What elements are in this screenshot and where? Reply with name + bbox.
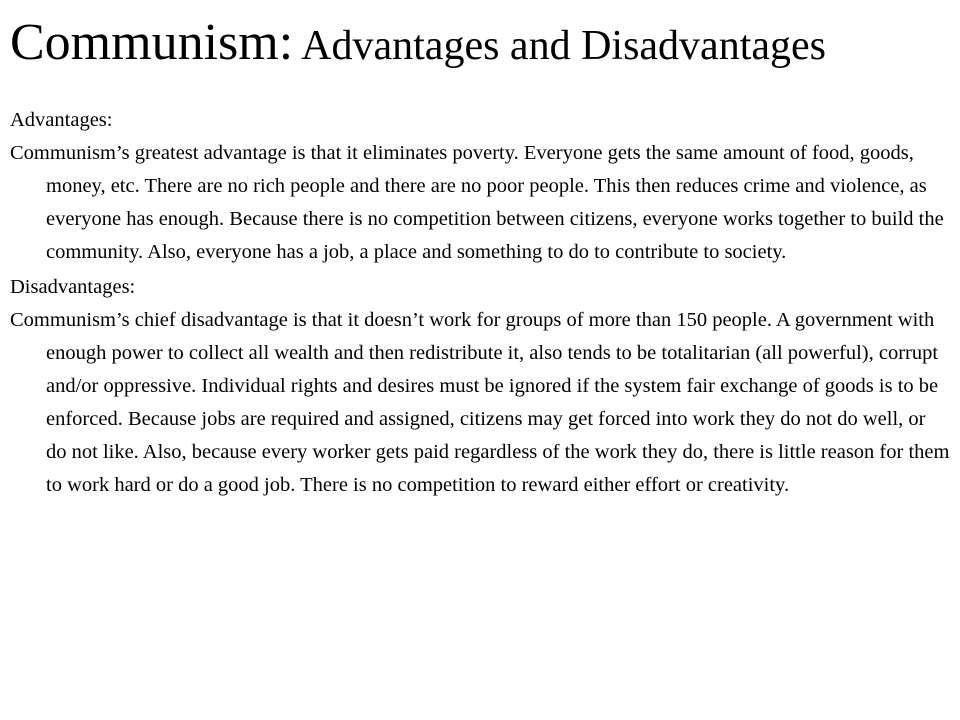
slide-body (10, 104, 950, 504)
disadvantages-text: Communism’s chief disadvantage is that it doesn’t work for groups of more than 150 people. A government with enough power to collect all wealth and then redistribute it, also tends to be totalitarian (all powerful), corrupt and/or oppressive. Individual rights and desires must be ignored if the system fair exchange of goods is to be enforced. Because jobs are required and assigned, citizens may get forced into work they do not do well, or do not like. Also, because every worker gets paid regardless of the work they do, there is little reason for them to work hard or do a good job. There is no competition to reward either effort or creativity. (10, 309, 950, 496)
slide-title (10, 14, 826, 71)
disadvantages-heading: Disadvantages: (10, 276, 136, 298)
title-sub: Advantages and Disadvantages (301, 23, 826, 69)
advantages-text: Communism’s greatest advantage is that it eliminates poverty. Everyone gets the same amount of food, goods, money, etc. There are no rich people and there are no poor people. This then reduces crime and violence, as everyone has enough. Because there is no competition between citizens, everyone works together to build the community. Also, everyone has a job, a place and something to do to contribute to society. (10, 142, 944, 263)
title-main: Communism: (10, 14, 294, 71)
advantages-heading: Advantages: (10, 109, 113, 131)
